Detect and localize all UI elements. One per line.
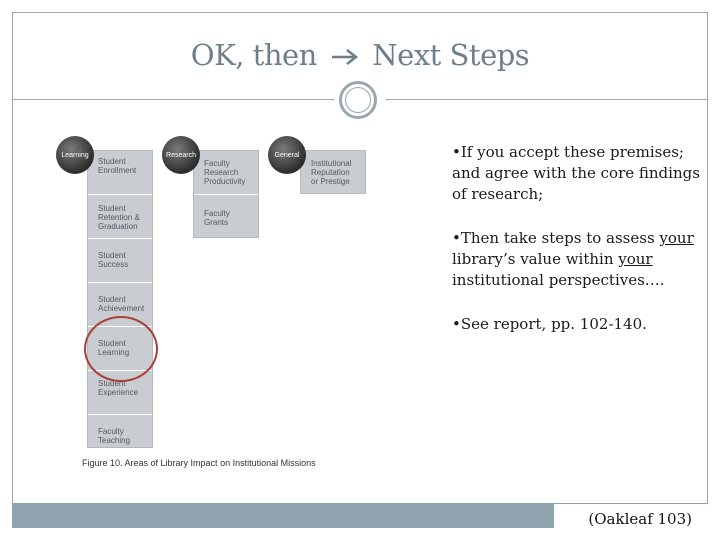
title-divider-right xyxy=(386,99,708,100)
arrow-right-icon xyxy=(330,47,360,67)
cell-student-learning: Student Learning xyxy=(88,327,152,371)
node-research: Research xyxy=(162,136,200,174)
bullet-list xyxy=(452,142,702,358)
cell-student-achievement: Student Achievement xyxy=(88,283,152,327)
footer-citation: (Oakleaf 103) xyxy=(588,510,692,528)
figure-caption: Figure 10. Areas of Library Impact on Institutional Missions xyxy=(82,458,316,468)
research-column xyxy=(193,150,259,238)
bullet-assess: •Then take steps to assess your library’s value within your institutional perspectives…. xyxy=(452,229,694,289)
cell-student-success: Student Success xyxy=(88,239,152,283)
title-left: OK, then xyxy=(190,38,317,72)
cell-institutional-reputation: Institutional Reputation or Prestige xyxy=(311,159,352,186)
student-learning-highlight-ring xyxy=(84,316,158,382)
general-column xyxy=(300,150,366,194)
learning-column xyxy=(87,150,153,448)
cell-student-experience: Student Experience xyxy=(88,371,152,415)
cell-faculty-research: Faculty Research Productivity xyxy=(194,151,258,195)
node-learning: Learning xyxy=(56,136,94,174)
cell-student-enrollment: Student Enrollment xyxy=(88,151,152,195)
cell-faculty-teaching: Faculty Teaching xyxy=(98,427,131,445)
slide-title xyxy=(12,38,708,72)
node-general: General xyxy=(268,136,306,174)
bullet-see-report: •See report, pp. 102-140. xyxy=(452,315,647,333)
divider-circle-ornament xyxy=(339,81,377,119)
library-impact-figure xyxy=(60,134,380,474)
bullet-premises: •If you accept these premises; and agree with the core findings of research; xyxy=(452,143,700,203)
title-right: Next Steps xyxy=(372,38,530,72)
title-divider-left xyxy=(12,99,334,100)
cell-student-retention: Student Retention & Graduation xyxy=(88,195,152,239)
cell-faculty-grants: Faculty Grants xyxy=(204,209,230,227)
